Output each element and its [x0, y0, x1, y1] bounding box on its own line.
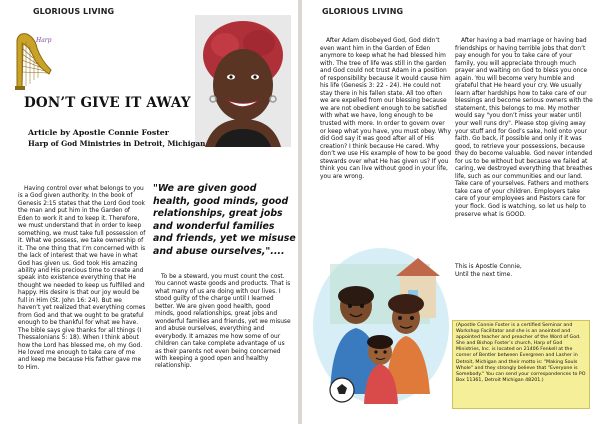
- byline-author: Article by Apostle Connie Foster: [28, 128, 169, 137]
- family-cartoon-illustration: [310, 244, 452, 414]
- article-headline: DON’T GIVE IT AWAY: [24, 95, 191, 111]
- author-bio-box: (Apostle Connie Foster is a certified Seminar and Workshop Facilitator and she is an anointed and appointed teacher and preacher of the Word of God. She and Bishop Foster’s church, Harp of God Ministries, Inc. is located on 21406 Fenkell at the corner of Bentler between Evergreen and Lasher in Detroit, Michigan and their motto is: "Making Souls Whole" and they strongly believe that "Everyone is Somebody." You can send your correspondences to PO Box 11361, Detroit Michigan 48201.): [452, 320, 590, 409]
- article-column-right-2: After having a bad marriage or having bad friendships or having terrible jobs that don’t pay enough for you to take care of your family, you will appreciate through much prayer and waiting on God to bless you once again. You will become very humble and grateful that He heard your cry. We usually learn after hardships how to take care of our blessings and become serious owners with the statement, this belongs to me. My mother would say "you don’t miss your water until your well runs dry". Please stop giving away your stuff and for God’s sake, hold onto your faith. Go back, if possible and only if it was good, to retrieve your possessions, because they do become valuable. God never intended for us to be without but because we failed at caring, we destroyed everything that breathes life, such as our communities and our land. Take care of yourselves. Fathers and mothers take care of your children. Employers take care of your employees and Pastors care for your flock. God is watching, so let us help to preserve what is GOOD.: [455, 38, 593, 218]
- article-column-left: Having control over what belongs to you is a God given authority. In the book of Genesis 2:15 states that the Lord God took the man and put him in the Garden of Eden to work it and to keep it. Therefore, we must understand that in order to keep something, we must take full possession of it. What we possess, we take ownership of it. The one thing that I’m concerned with is the lack of interest that we have in what God has given us. God took His amazing ability and His precious time to create and speak into existence everything that He thought we needed to keep us fulfilled and happy. His desire is that our joy would be full in Him (St. John 16: 24). But we haven’t yet realized that everything comes from God and that we ought to be grateful enough to be thankful for what we have. The bible says give thanks for all things (I Thessalonians 5: 18). When I think about how the Lord has blessed me, oh my God. He loved me enough to take care of me and keep me because His father gave me to Him.: [18, 186, 146, 371]
- signoff-line-1: This is Apostle Connie,: [455, 264, 522, 270]
- signoff-text: [455, 264, 593, 279]
- article-column-middle: To be a steward, you must count the cost. You cannot waste goods and products. That is what many of us are doing with our lives. I stood guilty of the charge until I learned better. We are given good health, good minds, good relationships, great jobs and wonderful families and friends, yet we misuse and abuse ourselves, everything and everybody. It amazes me how some of our children can take complete advantage of us as their parents not even being concerned with keeping a good open and healthy relationship.: [155, 274, 291, 370]
- left-page: [0, 0, 298, 424]
- byline-ministry: Harp of God Ministries in Detroit, Michigan: [28, 139, 206, 148]
- signoff-line-2: Until the next time.: [455, 271, 513, 278]
- running-head-left: GLORIOUS LIVING: [33, 7, 115, 16]
- running-head-right: GLORIOUS LIVING: [322, 7, 404, 16]
- pull-quote: "We are given good health, good minds, good relationships, great jobs and wonderful families and friends, yet we misuse and abuse ourselves,"....: [153, 183, 296, 257]
- right-page: [302, 0, 600, 424]
- harp-logo-label: Harp: [36, 37, 52, 44]
- article-column-right-1: After Adam disobeyed God, God didn’t even want him in the Garden of Eden anymore to keep what he had blessed him with. The tree of life was still in the garden and God could not trust Adam in a position of responsibility because it would cause him his life (Genesis 3: 22 - 24). He could not stay there in his fallen state. All too often we are expelled from our blessing because we are not obedient enough to be satisfied with what we have, long enough to be trusted with more. In order to govern over or keep what you have, you must obey. Why did God say it was good after all of His creation? I think because He cared. Why don’t we use His example of how to be good stewards over what He has given us? If you think you can live without good in your life, you are wrong.: [320, 38, 452, 180]
